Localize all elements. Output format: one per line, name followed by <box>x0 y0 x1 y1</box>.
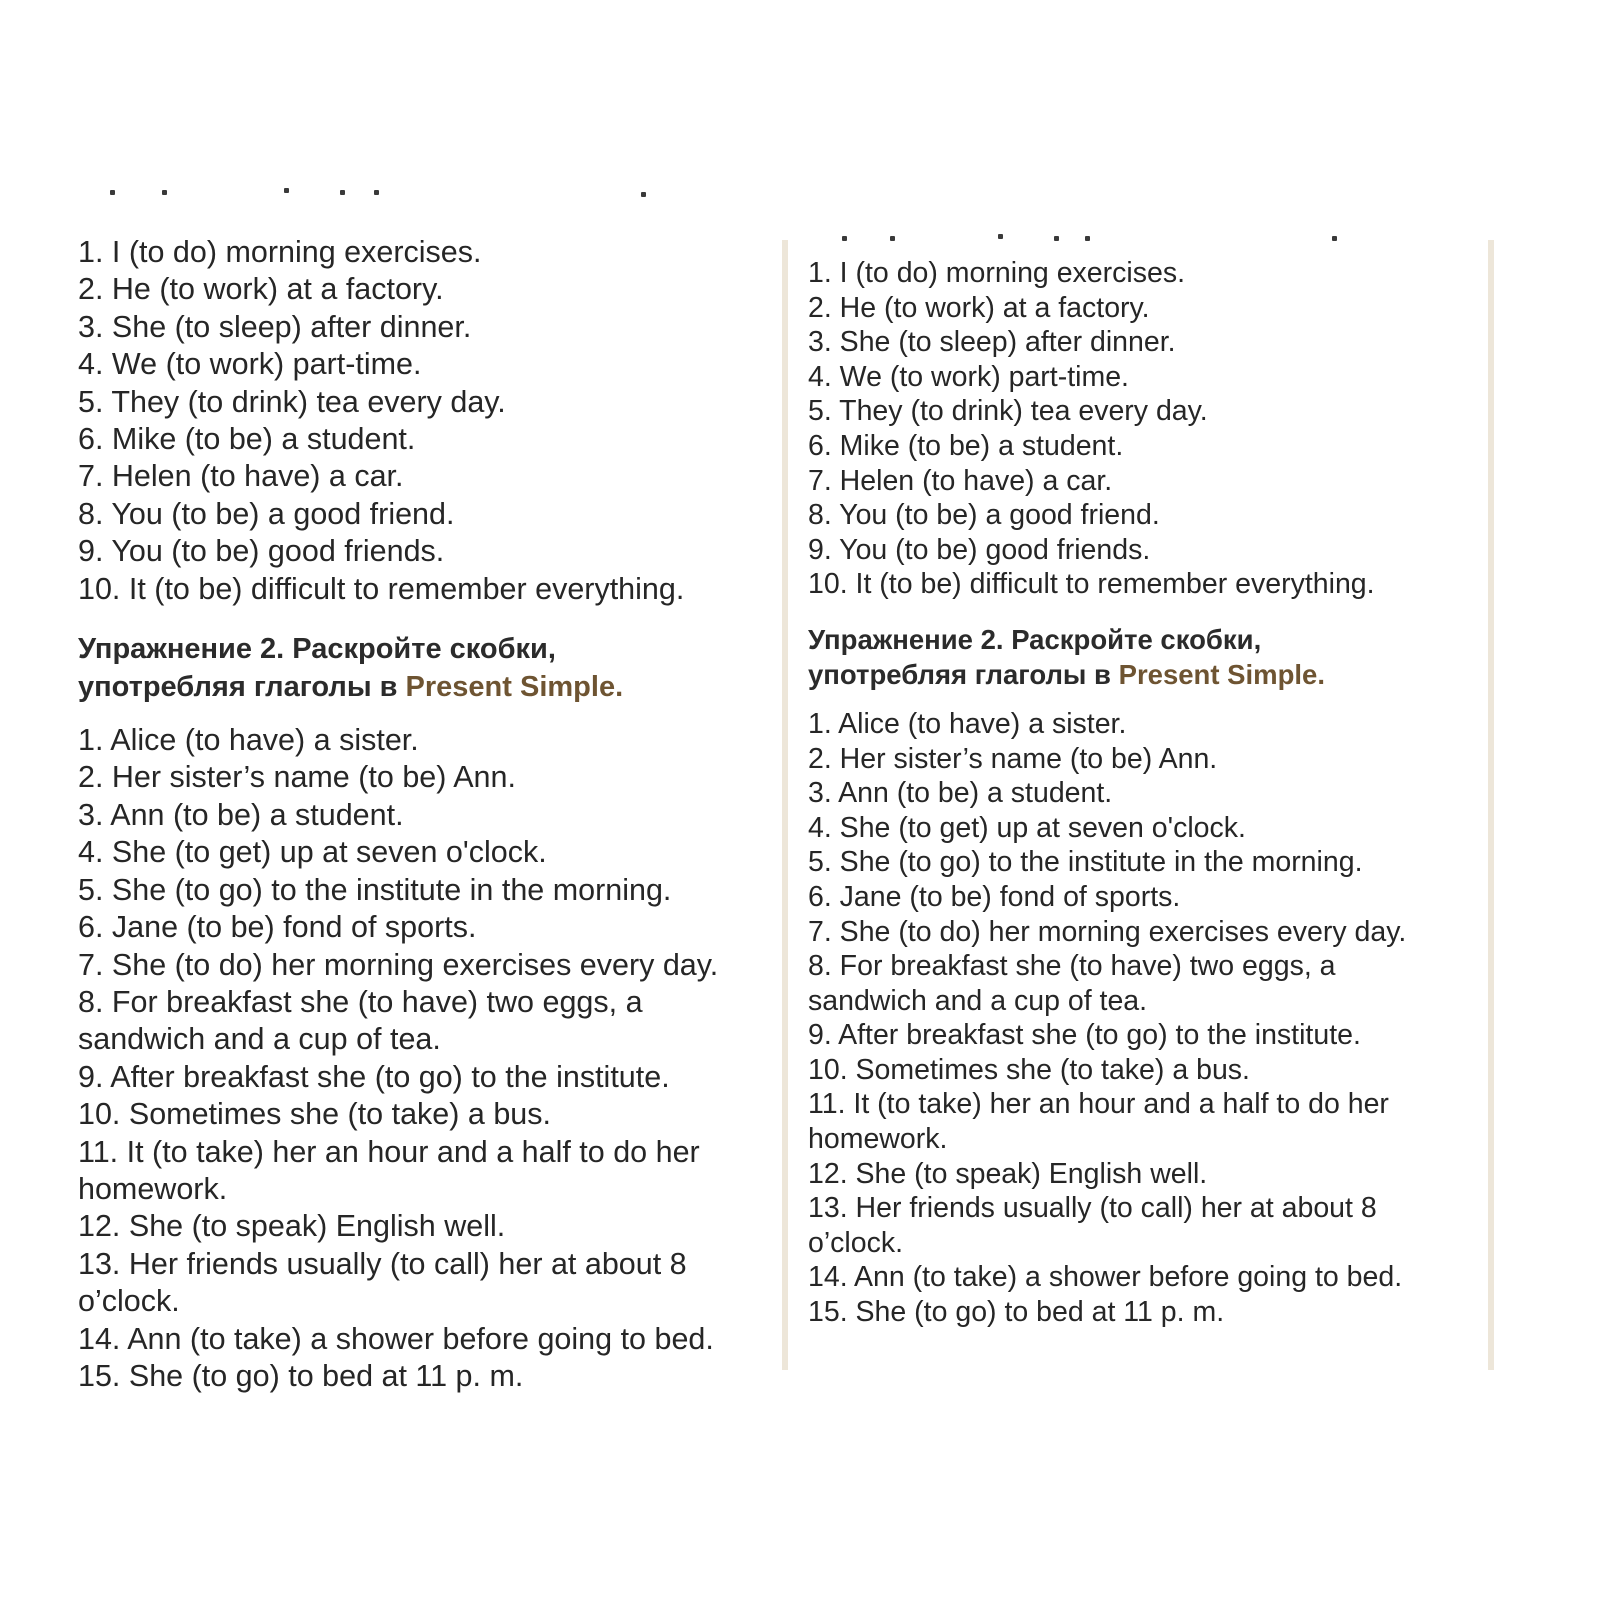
list-item: 6. Jane (to be) fond of sports. <box>808 880 1181 913</box>
list-item: 14. Ann (to take) a shower before going to bed. <box>78 1321 714 1356</box>
list-item: sandwich and a cup of tea. <box>808 984 1148 1017</box>
exercise1-list <box>78 234 798 608</box>
heading-line-1: Упражнение 2. Раскройте скобки, <box>808 623 1262 655</box>
list-item: 6. Jane (to be) fond of sports. <box>78 910 477 945</box>
dot <box>284 188 289 193</box>
list-item: 9. After breakfast she (to go) to the institute. <box>78 1059 670 1094</box>
list-item: 9. You (to be) good friends. <box>78 534 445 569</box>
heading-prefix: употребляя глаголы в <box>78 671 406 704</box>
list-item: 7. She (to do) her morning exercises every day. <box>808 915 1407 948</box>
cropped-heading-remnant <box>808 240 1484 256</box>
dot <box>998 234 1003 239</box>
list-item: 3. Ann (to be) a student. <box>808 777 1113 810</box>
dot <box>162 190 167 195</box>
list-item: 6. Mike (to be) a student. <box>808 429 1124 462</box>
list-item: 2. Her sister’s name (to be) Ann. <box>808 742 1218 775</box>
list-item: 14. Ann (to take) a shower before going to bed. <box>808 1261 1403 1294</box>
list-item: 13. Her friends usually (to call) her at about 8 <box>808 1192 1377 1225</box>
exercise2-heading <box>808 622 1484 693</box>
heading-suffix: . <box>1317 659 1325 691</box>
heading-line-2 <box>808 657 1484 693</box>
dot <box>340 190 345 195</box>
list-item: 7. She (to do) her morning exercises every day. <box>78 947 719 982</box>
list-item: 1. Alice (to have) a sister. <box>78 723 419 758</box>
list-item: 5. They (to drink) tea every day. <box>78 384 506 419</box>
heading-accent: Present Simple <box>405 671 616 704</box>
list-item: 5. They (to drink) tea every day. <box>808 395 1208 428</box>
exercise2-heading <box>78 630 798 706</box>
left-worksheet-panel <box>78 178 798 1395</box>
heading-prefix: употребляя глаголы в <box>808 659 1119 691</box>
list-item: 8. You (to be) a good friend. <box>808 499 1160 532</box>
right-worksheet-panel <box>808 240 1484 1370</box>
dot <box>842 236 847 241</box>
list-item: 10. It (to be) difficult to remember everything. <box>808 568 1375 601</box>
list-item: o’clock. <box>78 1284 180 1319</box>
list-item: 4. We (to work) part-time. <box>78 347 422 382</box>
list-item: 4. She (to get) up at seven o'clock. <box>78 835 547 870</box>
heading-line-1: Упражнение 2. Раскройте скобки, <box>78 633 556 666</box>
list-item: 8. You (to be) a good friend. <box>78 496 455 531</box>
list-item: homework. <box>808 1123 948 1156</box>
list-item: 13. Her friends usually (to call) her at about 8 <box>78 1246 687 1281</box>
list-item: 1. I (to do) morning exercises. <box>808 257 1185 289</box>
list-item: 1. I (to do) morning exercises. <box>78 235 482 269</box>
list-item: sandwich and a cup of tea. <box>78 1022 441 1057</box>
panel-divider <box>782 240 788 1370</box>
panel-divider <box>1488 240 1494 1370</box>
list-item: 10. Sometimes she (to take) a bus. <box>78 1097 551 1132</box>
dot <box>1054 236 1059 241</box>
dot <box>890 236 895 241</box>
dot <box>1085 236 1090 241</box>
list-item: 11. It (to take) her an hour and a half to do her <box>78 1134 700 1169</box>
list-item: 3. She (to sleep) after dinner. <box>78 309 472 344</box>
list-item: 1. Alice (to have) a sister. <box>808 707 1127 740</box>
list-item: 2. Her sister’s name (to be) Ann. <box>78 760 516 795</box>
list-item: 15. She (to go) to bed at 11 p. m. <box>78 1358 524 1393</box>
list-item: 10. It (to be) difficult to remember everything. <box>78 571 685 606</box>
list-item: 3. Ann (to be) a student. <box>78 797 404 832</box>
exercise1-list <box>808 256 1484 602</box>
list-item: 2. He (to work) at a factory. <box>78 272 444 307</box>
list-item: 8. For breakfast she (to have) two eggs, a <box>808 950 1336 983</box>
list-item: 12. She (to speak) English well. <box>78 1209 506 1244</box>
list-item: 9. You (to be) good friends. <box>808 533 1151 566</box>
list-item: 5. She (to go) to the institute in the morning. <box>78 872 672 907</box>
exercise2-list <box>78 722 798 1395</box>
list-item: 3. She (to sleep) after dinner. <box>808 326 1176 359</box>
list-item: o’clock. <box>808 1226 904 1259</box>
list-item: 4. She (to get) up at seven o'clock. <box>808 811 1246 844</box>
dot <box>1332 236 1337 241</box>
list-item: 5. She (to go) to the institute in the morning. <box>808 846 1363 879</box>
heading-suffix: . <box>615 671 624 704</box>
list-item: 9. After breakfast she (to go) to the institute. <box>808 1019 1361 1052</box>
list-item: homework. <box>78 1171 228 1206</box>
list-item: 4. We (to work) part-time. <box>808 360 1129 393</box>
dot <box>374 190 379 195</box>
list-item: 7. Helen (to have) a car. <box>78 459 404 494</box>
list-item: 6. Mike (to be) a student. <box>78 422 416 457</box>
list-item: 2. He (to work) at a factory. <box>808 291 1150 324</box>
dot <box>641 192 646 197</box>
exercise2-list <box>808 707 1484 1330</box>
list-item: 12. She (to speak) English well. <box>808 1157 1208 1190</box>
list-item: 7. Helen (to have) a car. <box>808 464 1113 497</box>
dot <box>110 190 115 195</box>
list-item: 8. For breakfast she (to have) two eggs, a <box>78 984 643 1019</box>
cropped-heading-remnant <box>78 178 798 234</box>
list-item: 15. She (to go) to bed at 11 p. m. <box>808 1296 1225 1329</box>
heading-line-2 <box>78 668 798 706</box>
list-item: 11. It (to take) her an hour and a half to do her <box>808 1088 1389 1121</box>
heading-accent: Present Simple <box>1118 659 1318 691</box>
list-item: 10. Sometimes she (to take) a bus. <box>808 1053 1250 1086</box>
